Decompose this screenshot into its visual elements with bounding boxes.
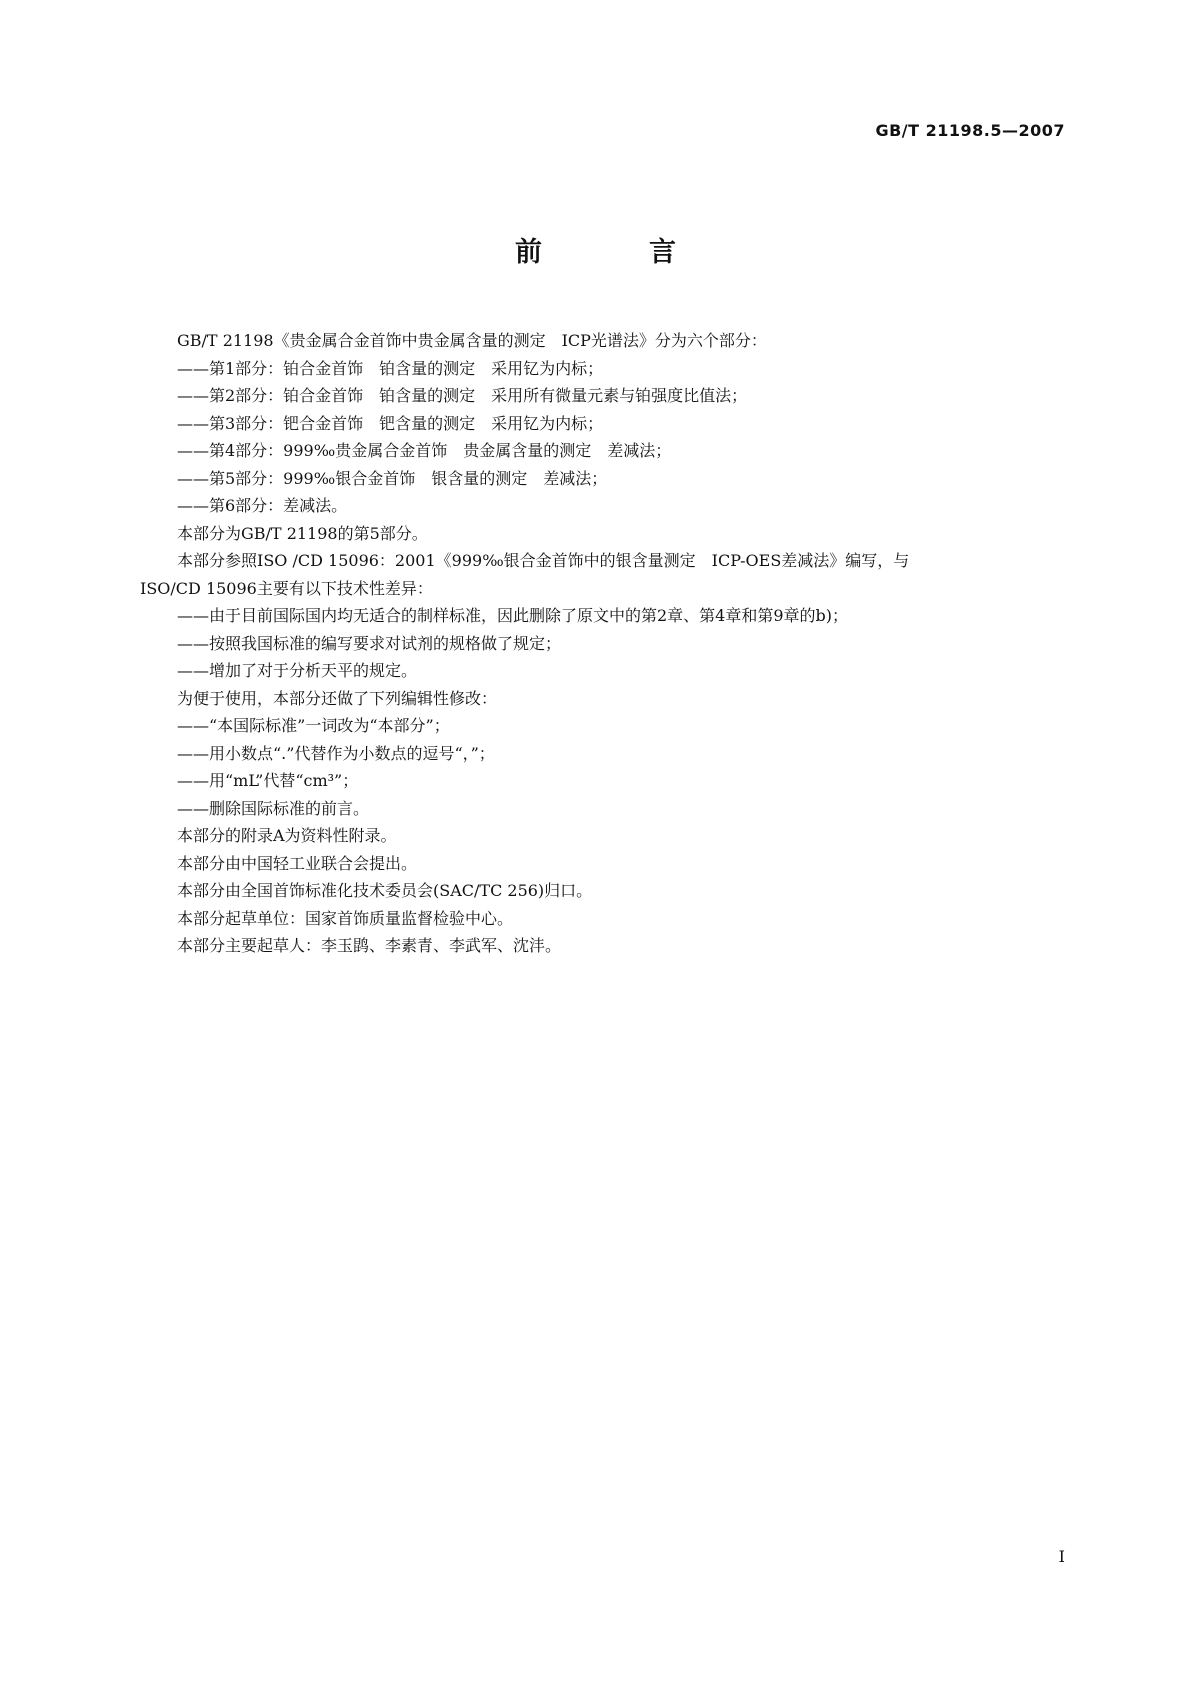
text-line: ——按照我国标准的编写要求对试剂的规格做了规定； xyxy=(177,633,562,653)
text-line: 为便于使用，本部分还做了下列编辑性修改： xyxy=(177,688,498,708)
page-number: I xyxy=(1058,1547,1065,1566)
text-line: ——由于目前国际国内均无适合的制样标准，因此删除了原文中的第2章、第4章和第9章的b)； xyxy=(177,606,849,625)
text-line: ——第2部分：铂合金首饰 铂含量的测定 采用所有微量元素与铂强度比值法； xyxy=(177,386,748,405)
document-body xyxy=(140,327,1067,960)
text-line: 本部分由中国轻工业联合会提出。 xyxy=(177,853,418,873)
text-line: 本部分的附录A为资料性附录。 xyxy=(177,826,397,845)
text-line: 本部分参照ISO /CD 15096：2001《999‰银合金首饰中的银含量测定 ICP-OES差减法》编写，与 xyxy=(177,551,910,570)
text-line: 本部分由全国首饰标准化技术委员会(SAC/TC 256)归口。 xyxy=(177,881,593,900)
text-line: ——第3部分：钯合金首饰 钯含量的测定 采用钇为内标； xyxy=(177,413,604,433)
text-line: ——用小数点“.”代替作为小数点的逗号“，”； xyxy=(177,743,495,763)
text-line: ——增加了对于分析天平的规定。 xyxy=(177,661,418,680)
text-line: ——第4部分：999‰贵金属合金首饰 贵金属含量的测定 差减法； xyxy=(177,441,672,460)
text-line: ——第6部分：差减法。 xyxy=(177,496,348,515)
text-line: ——第5部分：999‰银合金首饰 银含量的测定 差减法； xyxy=(177,468,608,488)
text-line: ISO/CD 15096主要有以下技术性差异： xyxy=(140,578,433,598)
text-line: ——删除国际标准的前言。 xyxy=(177,798,370,818)
standard-code: GB/T 21198.5—2007 xyxy=(875,121,1065,140)
text-line: ——用“mL”代替“cm³”； xyxy=(177,771,359,790)
text-line: 本部分主要起草人：李玉鹍、李素青、李武军、沈沣。 xyxy=(177,936,562,955)
text-line: 本部分为GB/T 21198的第5部分。 xyxy=(177,523,428,543)
text-line: GB/T 21198《贵金属合金首饰中贵金属含量的测定 ICP光谱法》分为六个部分： xyxy=(177,331,767,350)
text-line: 本部分起草单位：国家首饰质量监督检验中心。 xyxy=(177,908,514,928)
text-line: ——第1部分：铂合金首饰 铂含量的测定 采用钇为内标； xyxy=(177,358,604,378)
text-line: ——“本国际标准”一词改为“本部分”； xyxy=(177,716,450,735)
page-title: 前 言 xyxy=(515,237,716,268)
